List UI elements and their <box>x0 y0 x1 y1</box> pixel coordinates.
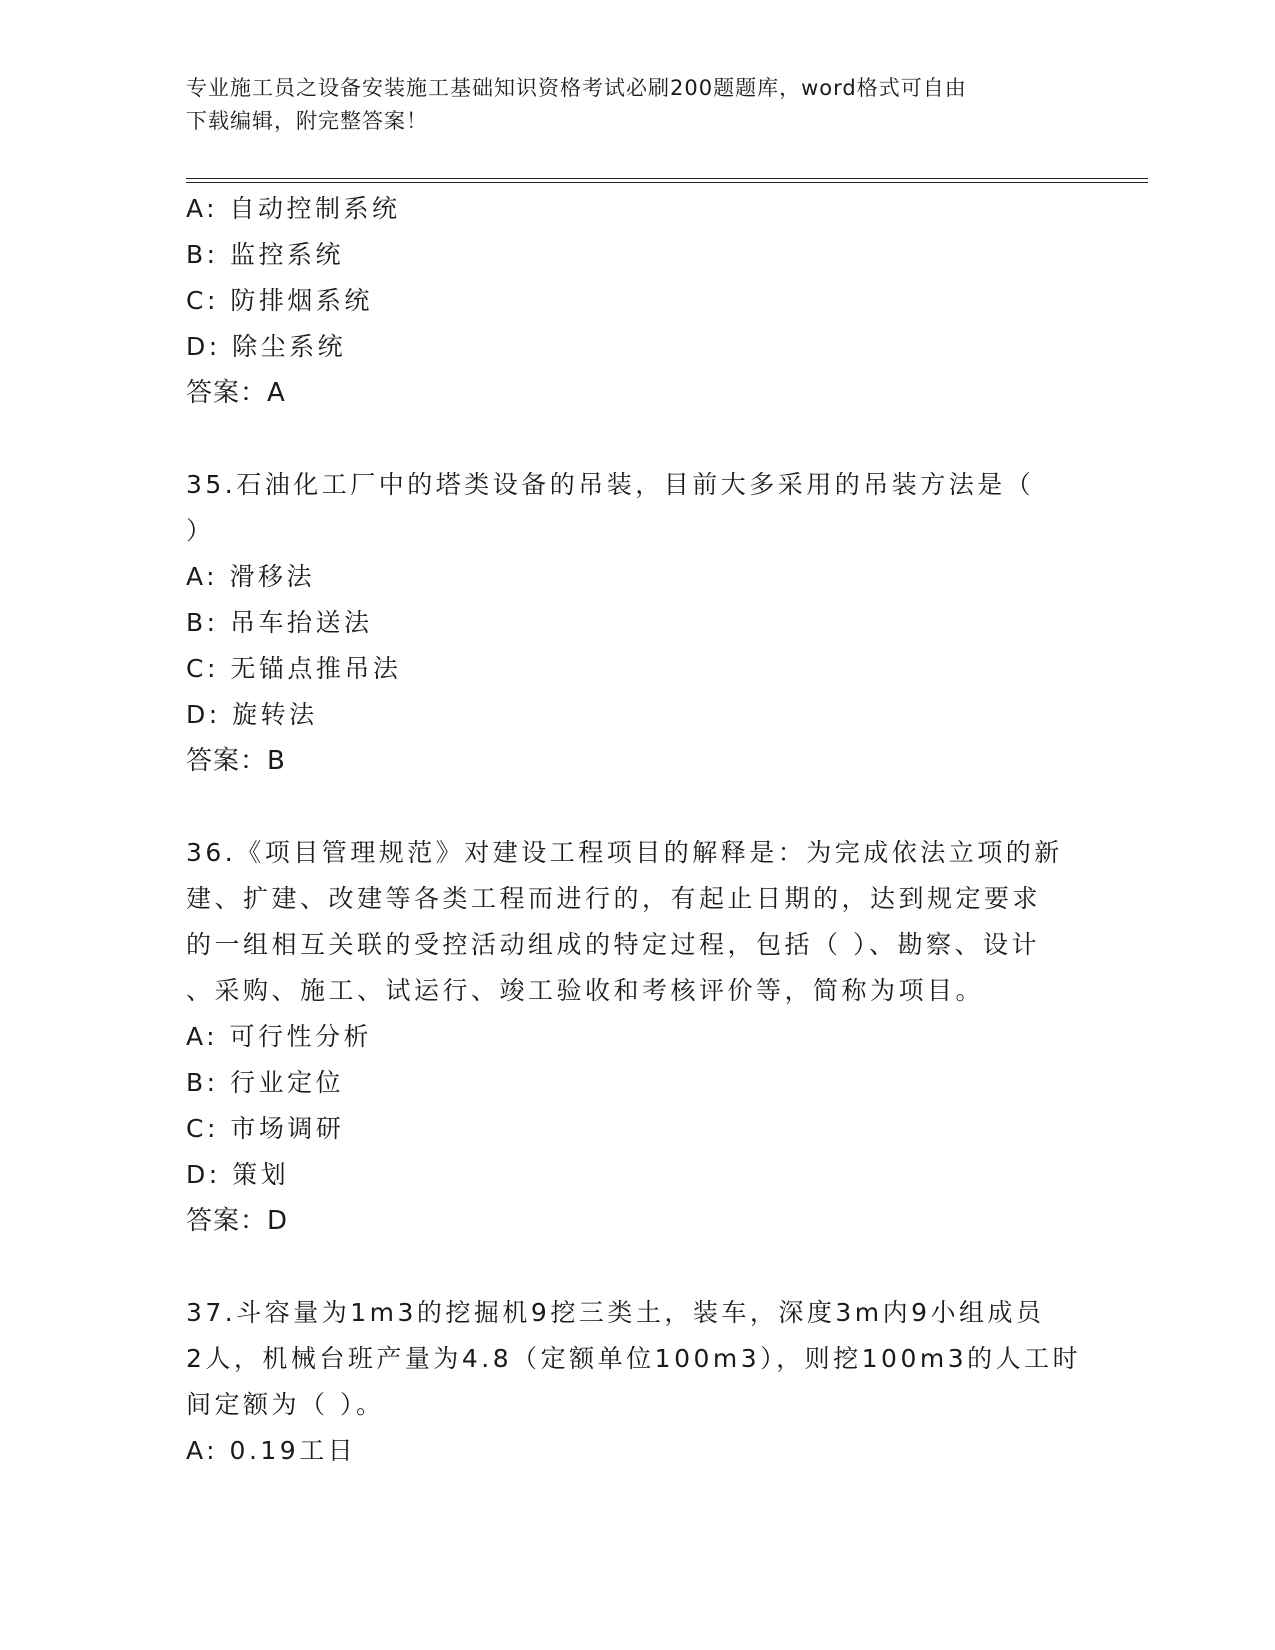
q35-answer: 答案：B <box>186 746 286 776</box>
q36-option-b: B: 行业定位 <box>186 1068 345 1097</box>
q37-stem-line-2: 2人，机械台班产量为4.8（定额单位100m3），则挖100m3的人工时 <box>186 1344 1082 1373</box>
q36-option-a: A: 可行性分析 <box>186 1022 373 1051</box>
q35-option-a: A: 滑移法 <box>186 562 316 591</box>
q36-stem-line-1: 36.《项目管理规范》对建设工程项目的解释是：为完成依法立项的新 <box>186 838 1063 867</box>
header-divider-bottom <box>186 182 1148 183</box>
header-divider-top <box>186 178 1148 179</box>
q36-stem-line-4: 、采购、施工、试运行、竣工验收和考核评价等，简称为项目。 <box>186 976 985 1005</box>
q37-stem-line-3: 间定额为（ ）。 <box>186 1390 385 1419</box>
document-header <box>186 72 1066 138</box>
header-line-2: 下载编辑，附完整答案！ <box>186 109 428 133</box>
q37-option-a: A: 0.19工日 <box>186 1436 357 1465</box>
q35-option-d: D: 旋转法 <box>186 700 318 729</box>
q34-option-a: A: 自动控制系统 <box>186 194 401 223</box>
q37-stem-line-1: 37.斗容量为1m3的挖掘机9挖三类土，装车，深度3m内9小组成员 <box>186 1298 1045 1327</box>
q35-option-c: C: 无锚点推吊法 <box>186 654 402 683</box>
q34-option-c: C: 防排烟系统 <box>186 286 373 315</box>
q35-option-b: B: 吊车抬送法 <box>186 608 373 637</box>
q36-option-c: C: 市场调研 <box>186 1114 345 1143</box>
q34-option-d: D: 除尘系统 <box>186 332 347 361</box>
q36-answer: 答案：D <box>186 1206 289 1236</box>
q35-stem-line-1: 35.石油化工厂中的塔类设备的吊装，目前大多采用的吊装方法是（ <box>186 470 1035 499</box>
header-line-1: 专业施工员之设备安装施工基础知识资格考试必刷200题题库，word格式可自由 <box>186 76 967 100</box>
q34-answer: 答案：A <box>186 378 286 408</box>
q36-stem-line-2: 建、扩建、改建等各类工程而进行的，有起止日期的，达到规定要求 <box>186 884 1042 913</box>
q36-option-d: D: 策划 <box>186 1160 290 1189</box>
q35-stem-line-2: ） <box>186 516 215 545</box>
q34-option-b: B: 监控系统 <box>186 240 345 269</box>
q36-stem-line-3: 的一组相互关联的受控活动组成的特定过程，包括（ ）、勘察、设计 <box>186 930 1040 959</box>
